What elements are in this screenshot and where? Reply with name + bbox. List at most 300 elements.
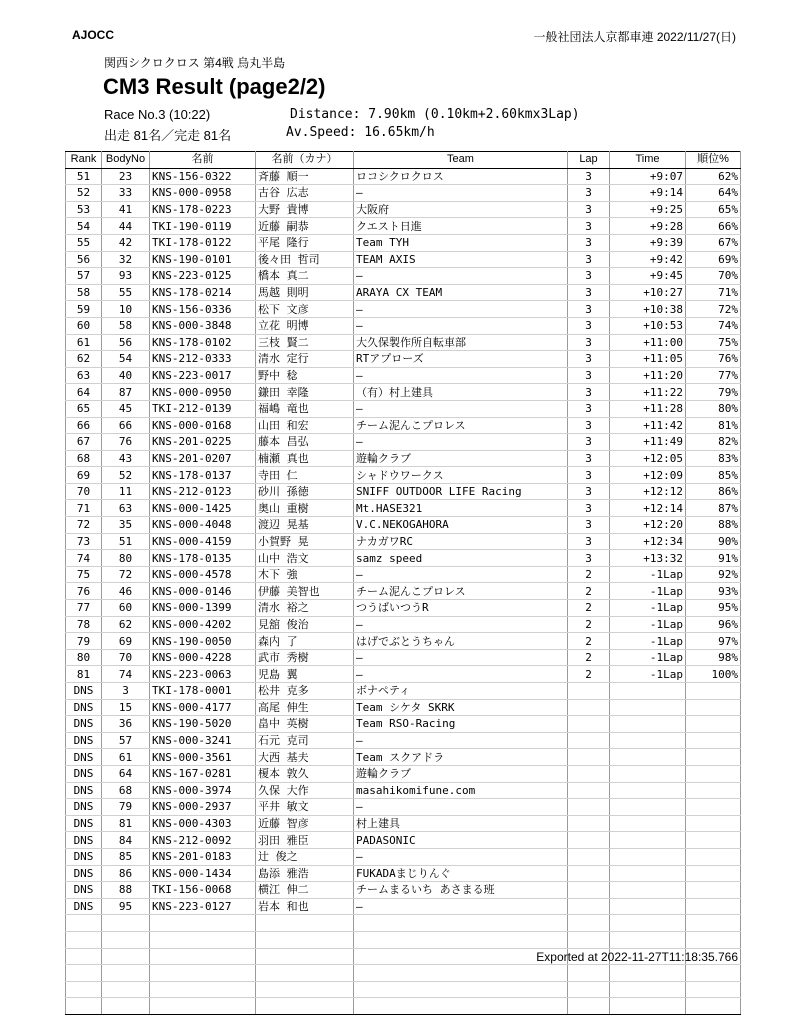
rank-cell: 71 — [66, 500, 102, 517]
table-row — [66, 699, 741, 716]
team-cell: – — [354, 848, 568, 865]
empty-cell — [102, 998, 150, 1015]
lap-cell: 3 — [568, 467, 610, 484]
lap-cell: 3 — [568, 284, 610, 301]
bodyno-cell: 41 — [102, 201, 150, 218]
bodyno-cell: 36 — [102, 716, 150, 733]
license-cell: KNS-212-0092 — [150, 832, 256, 849]
lap-cell: 3 — [568, 185, 610, 202]
time-cell: +11:20 — [610, 367, 686, 384]
license-cell: KNS-212-0333 — [150, 351, 256, 368]
percent-cell: 74% — [686, 317, 741, 334]
name-cell: 松井 克多 — [256, 683, 354, 700]
time-cell — [610, 865, 686, 882]
time-cell: -1Lap — [610, 600, 686, 617]
lap-cell: 3 — [568, 483, 610, 500]
column-header-rank: Rank — [66, 152, 102, 169]
rank-cell: 61 — [66, 334, 102, 351]
percent-cell — [686, 749, 741, 766]
empty-cell — [354, 981, 568, 998]
table-row — [66, 268, 741, 285]
rank-cell: 65 — [66, 400, 102, 417]
bodyno-cell: 58 — [102, 317, 150, 334]
rank-cell: 57 — [66, 268, 102, 285]
table-row — [66, 384, 741, 401]
lap-cell: 3 — [568, 417, 610, 434]
license-cell: TKI-212-0139 — [150, 400, 256, 417]
page-title: CM3 Result (page2/2) — [103, 74, 326, 99]
bodyno-cell: 81 — [102, 815, 150, 832]
name-cell: 横江 伸二 — [256, 882, 354, 899]
empty-cell — [256, 931, 354, 948]
bodyno-cell: 52 — [102, 467, 150, 484]
name-cell: 馬越 則明 — [256, 284, 354, 301]
name-cell: 清水 定行 — [256, 351, 354, 368]
lap-cell: 3 — [568, 301, 610, 318]
rank-cell: DNS — [66, 716, 102, 733]
rank-cell: 72 — [66, 517, 102, 534]
bodyno-cell: 57 — [102, 732, 150, 749]
empty-cell — [102, 931, 150, 948]
license-cell: KNS-178-0102 — [150, 334, 256, 351]
team-cell: – — [354, 732, 568, 749]
empty-cell — [102, 981, 150, 998]
time-cell: -1Lap — [610, 583, 686, 600]
percent-cell: 93% — [686, 583, 741, 600]
name-cell: 岩本 和也 — [256, 898, 354, 915]
lap-cell: 3 — [568, 334, 610, 351]
license-cell: KNS-000-3241 — [150, 732, 256, 749]
percent-cell: 66% — [686, 218, 741, 235]
license-cell: KNS-000-3561 — [150, 749, 256, 766]
table-row — [66, 616, 741, 633]
team-cell: Mt.HASE321 — [354, 500, 568, 517]
bodyno-cell: 79 — [102, 799, 150, 816]
license-cell: KNS-000-1434 — [150, 865, 256, 882]
empty-cell — [66, 981, 102, 998]
lap-cell: 2 — [568, 666, 610, 683]
empty-row — [66, 981, 741, 998]
team-cell: Team TYH — [354, 234, 568, 251]
percent-cell: 91% — [686, 550, 741, 567]
rank-cell: DNS — [66, 865, 102, 882]
bodyno-cell: 86 — [102, 865, 150, 882]
time-cell: +10:27 — [610, 284, 686, 301]
team-cell: – — [354, 400, 568, 417]
percent-cell: 80% — [686, 400, 741, 417]
table-row — [66, 284, 741, 301]
race-distance: Distance: 7.90km (0.10km+2.60kmx3Lap) — [290, 107, 580, 122]
bodyno-cell: 56 — [102, 334, 150, 351]
empty-cell — [256, 965, 354, 982]
bodyno-cell: 93 — [102, 268, 150, 285]
rank-cell: 80 — [66, 649, 102, 666]
lap-cell — [568, 848, 610, 865]
percent-cell: 62% — [686, 168, 741, 185]
time-cell: +12:14 — [610, 500, 686, 517]
rank-cell: 58 — [66, 284, 102, 301]
percent-cell — [686, 865, 741, 882]
lap-cell: 3 — [568, 351, 610, 368]
bodyno-cell: 32 — [102, 251, 150, 268]
license-cell: KNS-223-0125 — [150, 268, 256, 285]
license-cell: KNS-000-1425 — [150, 500, 256, 517]
license-cell: KNS-156-0336 — [150, 301, 256, 318]
license-cell: TKI-190-0119 — [150, 218, 256, 235]
empty-cell — [354, 915, 568, 932]
empty-cell — [102, 948, 150, 965]
bodyno-cell: 60 — [102, 600, 150, 617]
team-cell: クエスト日進 — [354, 218, 568, 235]
time-cell — [610, 782, 686, 799]
table-row — [66, 450, 741, 467]
rank-cell: DNS — [66, 732, 102, 749]
rank-cell: 62 — [66, 351, 102, 368]
table-row — [66, 533, 741, 550]
table-row — [66, 782, 741, 799]
time-cell: -1Lap — [610, 666, 686, 683]
percent-cell — [686, 898, 741, 915]
bodyno-cell: 35 — [102, 517, 150, 534]
lap-cell: 3 — [568, 384, 610, 401]
name-cell: 大西 基夫 — [256, 749, 354, 766]
table-row — [66, 683, 741, 700]
name-cell: 見舘 俊治 — [256, 616, 354, 633]
percent-cell — [686, 832, 741, 849]
license-cell: TKI-178-0122 — [150, 234, 256, 251]
license-cell: KNS-178-0137 — [150, 467, 256, 484]
name-cell: 高尾 伸生 — [256, 699, 354, 716]
name-cell: 児島 翼 — [256, 666, 354, 683]
time-cell — [610, 749, 686, 766]
bodyno-cell: 63 — [102, 500, 150, 517]
name-cell: 後々田 哲司 — [256, 251, 354, 268]
table-header-row — [66, 152, 741, 169]
name-cell: 小賀野 晃 — [256, 533, 354, 550]
time-cell: +12:34 — [610, 533, 686, 550]
lap-cell — [568, 882, 610, 899]
team-cell: ARAYA CX TEAM — [354, 284, 568, 301]
empty-cell — [610, 998, 686, 1015]
percent-cell: 96% — [686, 616, 741, 633]
rank-cell: 52 — [66, 185, 102, 202]
team-cell: PADASONIC — [354, 832, 568, 849]
license-cell: KNS-000-3848 — [150, 317, 256, 334]
empty-cell — [354, 931, 568, 948]
time-cell — [610, 882, 686, 899]
table-row — [66, 848, 741, 865]
team-cell: SNIFF OUTDOOR LIFE Racing — [354, 483, 568, 500]
time-cell — [610, 799, 686, 816]
team-cell: チーム泥んこプロレス — [354, 417, 568, 434]
license-cell: KNS-190-0101 — [150, 251, 256, 268]
table-row — [66, 550, 741, 567]
empty-cell — [150, 931, 256, 948]
time-cell: +9:28 — [610, 218, 686, 235]
name-cell: 橋本 真二 — [256, 268, 354, 285]
license-cell: KNS-000-1399 — [150, 600, 256, 617]
name-cell: 奥山 重樹 — [256, 500, 354, 517]
rank-cell: 73 — [66, 533, 102, 550]
org-label: AJOCC — [72, 28, 115, 42]
table-row — [66, 334, 741, 351]
percent-cell: 90% — [686, 533, 741, 550]
bodyno-cell: 64 — [102, 765, 150, 782]
rank-cell: DNS — [66, 782, 102, 799]
empty-cell — [256, 981, 354, 998]
team-cell: – — [354, 434, 568, 451]
bodyno-cell: 44 — [102, 218, 150, 235]
name-cell: 立花 明博 — [256, 317, 354, 334]
empty-cell — [66, 931, 102, 948]
time-cell: +9:42 — [610, 251, 686, 268]
percent-cell: 85% — [686, 467, 741, 484]
bodyno-cell: 72 — [102, 566, 150, 583]
bodyno-cell: 87 — [102, 384, 150, 401]
name-cell: 森内 了 — [256, 633, 354, 650]
table-row — [66, 882, 741, 899]
empty-row — [66, 998, 741, 1015]
bodyno-cell: 62 — [102, 616, 150, 633]
lap-cell — [568, 765, 610, 782]
license-cell: KNS-156-0322 — [150, 168, 256, 185]
bodyno-cell: 68 — [102, 782, 150, 799]
percent-cell — [686, 716, 741, 733]
time-cell: +13:32 — [610, 550, 686, 567]
time-cell — [610, 699, 686, 716]
table-row — [66, 500, 741, 517]
empty-cell — [686, 915, 741, 932]
name-cell: 野中 稔 — [256, 367, 354, 384]
license-cell: KNS-201-0183 — [150, 848, 256, 865]
license-cell: KNS-000-4578 — [150, 566, 256, 583]
lap-cell: 2 — [568, 616, 610, 633]
team-cell: – — [354, 649, 568, 666]
rank-cell: DNS — [66, 898, 102, 915]
team-cell: – — [354, 666, 568, 683]
name-cell: 羽田 雅臣 — [256, 832, 354, 849]
rank-cell: 78 — [66, 616, 102, 633]
bodyno-cell: 11 — [102, 483, 150, 500]
team-cell: TEAM AXIS — [354, 251, 568, 268]
time-cell — [610, 716, 686, 733]
name-cell: 松下 文彦 — [256, 301, 354, 318]
rank-cell: DNS — [66, 699, 102, 716]
rank-cell: 74 — [66, 550, 102, 567]
team-cell: – — [354, 367, 568, 384]
team-cell: – — [354, 799, 568, 816]
name-cell: 寺田 仁 — [256, 467, 354, 484]
time-cell: +9:25 — [610, 201, 686, 218]
empty-cell — [150, 965, 256, 982]
license-cell: KNS-000-3974 — [150, 782, 256, 799]
team-cell: ロコシクロクロス — [354, 168, 568, 185]
team-cell: – — [354, 317, 568, 334]
table-row — [66, 666, 741, 683]
team-cell: Team シケタ SKRK — [354, 699, 568, 716]
name-cell: 畠中 英樹 — [256, 716, 354, 733]
lap-cell: 2 — [568, 633, 610, 650]
empty-cell — [568, 915, 610, 932]
license-cell: KNS-000-0958 — [150, 185, 256, 202]
bodyno-cell: 23 — [102, 168, 150, 185]
name-cell: 辻 俊之 — [256, 848, 354, 865]
column-header-time: Time — [610, 152, 686, 169]
empty-cell — [66, 948, 102, 965]
team-cell: – — [354, 185, 568, 202]
license-cell: KNS-000-0168 — [150, 417, 256, 434]
bodyno-cell: 15 — [102, 699, 150, 716]
column-header-name-kana: 名前（カナ） — [256, 152, 354, 169]
rank-cell: DNS — [66, 799, 102, 816]
license-cell: KNS-000-4159 — [150, 533, 256, 550]
license-cell: KNS-000-4202 — [150, 616, 256, 633]
team-cell: V.C.NEKOGAHORA — [354, 517, 568, 534]
name-cell: 平井 敏文 — [256, 799, 354, 816]
time-cell — [610, 832, 686, 849]
rank-cell: 67 — [66, 434, 102, 451]
empty-cell — [354, 998, 568, 1015]
team-cell: Team スクアドラ — [354, 749, 568, 766]
percent-cell: 86% — [686, 483, 741, 500]
percent-cell — [686, 683, 741, 700]
empty-row — [66, 931, 741, 948]
bodyno-cell: 33 — [102, 185, 150, 202]
name-cell: 榎本 敦久 — [256, 765, 354, 782]
rank-cell: 63 — [66, 367, 102, 384]
team-cell: 大阪府 — [354, 201, 568, 218]
license-cell: KNS-223-0063 — [150, 666, 256, 683]
rank-cell: 70 — [66, 483, 102, 500]
table-row — [66, 467, 741, 484]
time-cell: +10:38 — [610, 301, 686, 318]
empty-cell — [686, 998, 741, 1015]
empty-cell — [66, 998, 102, 1015]
team-cell: チーム泥んこプロレス — [354, 583, 568, 600]
rank-cell: 56 — [66, 251, 102, 268]
table-row — [66, 251, 741, 268]
table-row — [66, 218, 741, 235]
table-row — [66, 400, 741, 417]
rank-cell: 64 — [66, 384, 102, 401]
rank-cell: 59 — [66, 301, 102, 318]
empty-cell — [610, 915, 686, 932]
bodyno-cell: 46 — [102, 583, 150, 600]
bodyno-cell: 45 — [102, 400, 150, 417]
lap-cell: 3 — [568, 434, 610, 451]
license-cell: KNS-000-0146 — [150, 583, 256, 600]
export-timestamp: Exported at 2022-11-27T11:18:35.766 — [536, 950, 738, 964]
lap-cell: 3 — [568, 450, 610, 467]
team-cell: 大久保製作所自転車部 — [354, 334, 568, 351]
team-cell: – — [354, 301, 568, 318]
license-cell: KNS-167-0281 — [150, 765, 256, 782]
team-cell: RTアプローズ — [354, 351, 568, 368]
lap-cell: 3 — [568, 251, 610, 268]
name-cell: 木下 強 — [256, 566, 354, 583]
time-cell: +9:45 — [610, 268, 686, 285]
lap-cell — [568, 782, 610, 799]
lap-cell: 2 — [568, 649, 610, 666]
table-row — [66, 732, 741, 749]
bodyno-cell: 54 — [102, 351, 150, 368]
license-cell: KNS-190-0050 — [150, 633, 256, 650]
rank-cell: 81 — [66, 666, 102, 683]
rank-cell: 66 — [66, 417, 102, 434]
percent-cell — [686, 815, 741, 832]
time-cell — [610, 848, 686, 865]
empty-cell — [150, 981, 256, 998]
table-row — [66, 234, 741, 251]
table-row — [66, 301, 741, 318]
empty-cell — [568, 931, 610, 948]
team-cell: – — [354, 898, 568, 915]
lap-cell: 3 — [568, 317, 610, 334]
team-cell: はげでぶとうちゃん — [354, 633, 568, 650]
empty-row — [66, 915, 741, 932]
table-row — [66, 351, 741, 368]
name-cell: 楠瀬 真也 — [256, 450, 354, 467]
license-cell: KNS-000-4228 — [150, 649, 256, 666]
bodyno-cell: 43 — [102, 450, 150, 467]
time-cell: +11:05 — [610, 351, 686, 368]
percent-cell: 88% — [686, 517, 741, 534]
lap-cell: 3 — [568, 218, 610, 235]
empty-cell — [150, 998, 256, 1015]
team-cell: 遊輪クラブ — [354, 765, 568, 782]
race-number: Race No.3 (10:22) — [104, 107, 211, 122]
empty-cell — [686, 965, 741, 982]
bodyno-cell: 76 — [102, 434, 150, 451]
name-cell: 石元 克司 — [256, 732, 354, 749]
name-cell: 藤本 昌弘 — [256, 434, 354, 451]
rank-cell: 60 — [66, 317, 102, 334]
table-row — [66, 417, 741, 434]
team-cell: – — [354, 566, 568, 583]
lap-cell: 3 — [568, 517, 610, 534]
name-cell: 島添 雅浩 — [256, 865, 354, 882]
name-cell: 大野 貴博 — [256, 201, 354, 218]
rank-cell: DNS — [66, 765, 102, 782]
bodyno-cell: 88 — [102, 882, 150, 899]
lap-cell — [568, 716, 610, 733]
bodyno-cell: 10 — [102, 301, 150, 318]
table-row — [66, 799, 741, 816]
empty-cell — [150, 915, 256, 932]
rank-cell: 69 — [66, 467, 102, 484]
table-row — [66, 434, 741, 451]
table-row — [66, 832, 741, 849]
percent-cell: 64% — [686, 185, 741, 202]
percent-cell: 69% — [686, 251, 741, 268]
bodyno-cell: 80 — [102, 550, 150, 567]
name-cell: 山田 和宏 — [256, 417, 354, 434]
team-cell: ボナペティ — [354, 683, 568, 700]
rank-cell: 55 — [66, 234, 102, 251]
time-cell: +11:28 — [610, 400, 686, 417]
name-cell: 平尾 隆行 — [256, 234, 354, 251]
license-cell: KNS-190-5020 — [150, 716, 256, 733]
percent-cell — [686, 765, 741, 782]
time-cell — [610, 815, 686, 832]
bodyno-cell: 3 — [102, 683, 150, 700]
lap-cell: 3 — [568, 268, 610, 285]
name-cell: 福嶋 竜也 — [256, 400, 354, 417]
name-cell: 砂川 孫徳 — [256, 483, 354, 500]
empty-cell — [354, 965, 568, 982]
time-cell: +11:00 — [610, 334, 686, 351]
percent-cell: 71% — [686, 284, 741, 301]
